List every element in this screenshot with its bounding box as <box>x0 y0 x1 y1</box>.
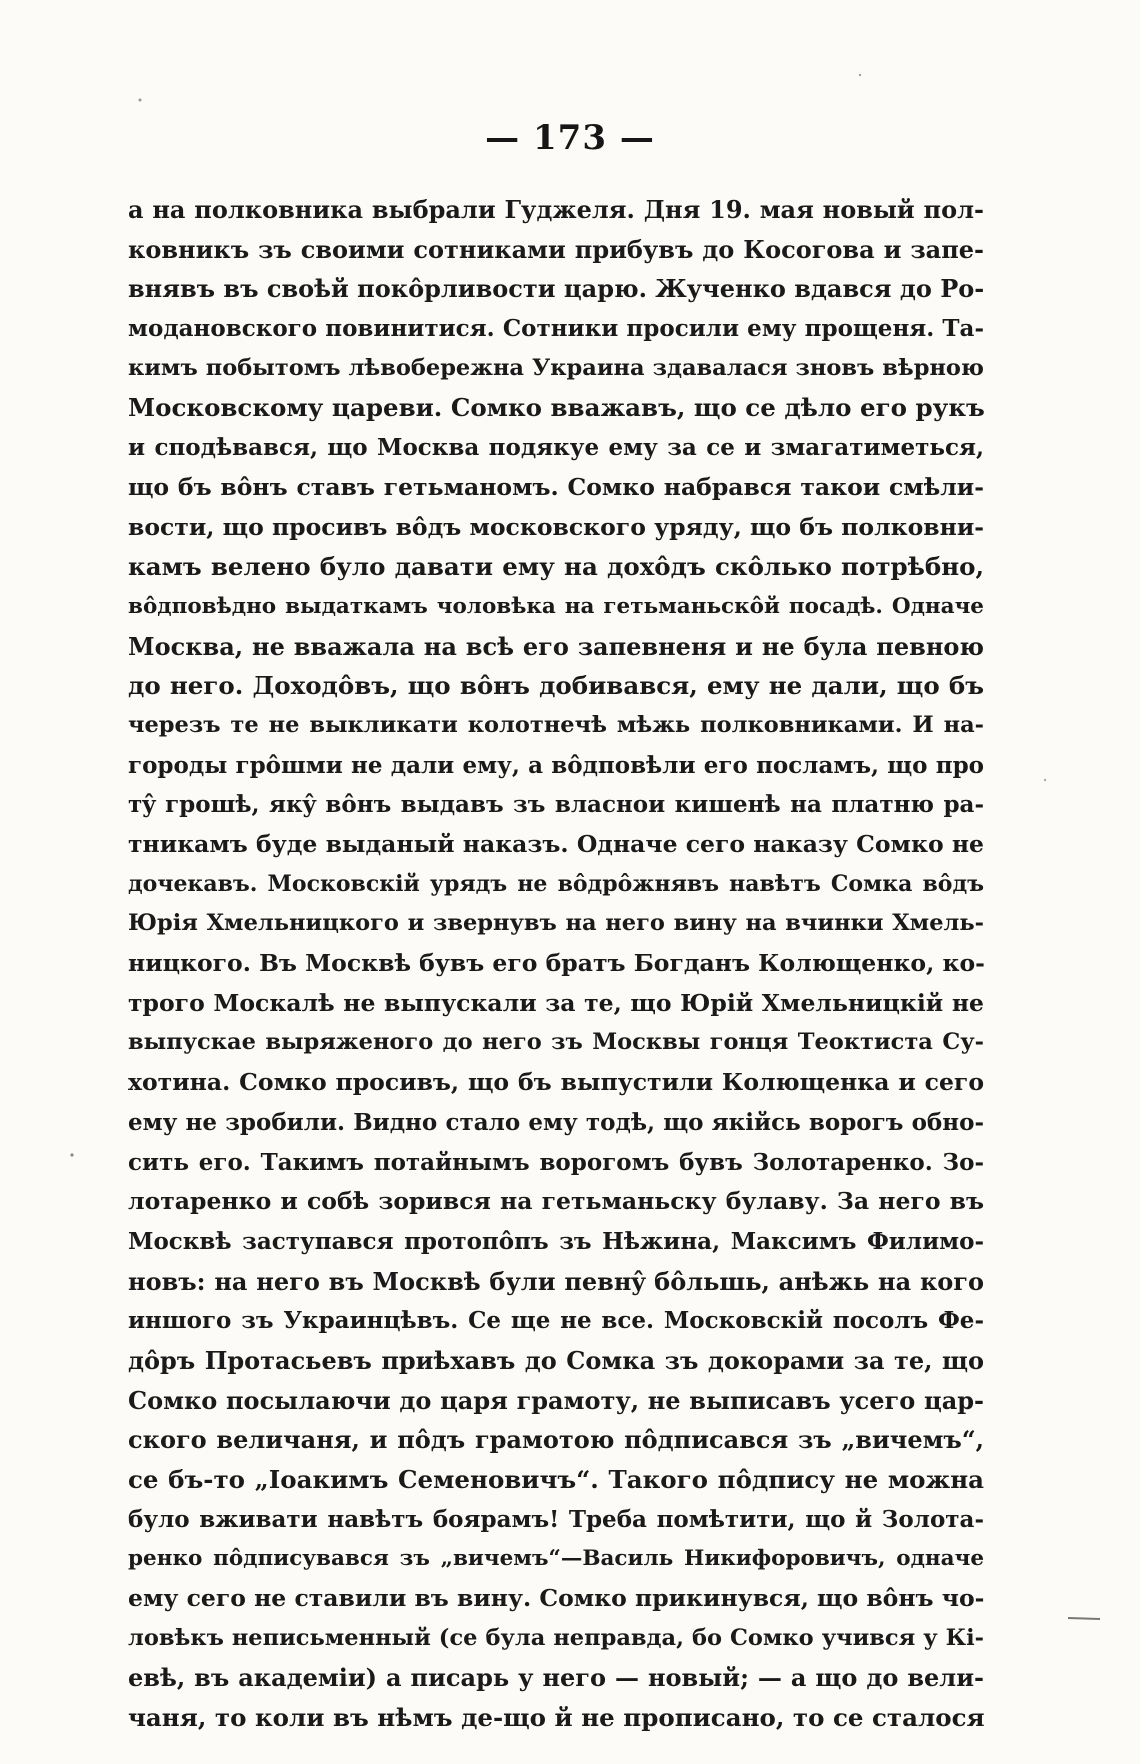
text-line-15: городы грôшми не дали ему, а вôдповѣли его посламъ, що про <box>128 751 984 779</box>
text-line-28: новъ: на него въ Москвѣ були певнŷ бôльшь, анѣжь на кого <box>128 1266 984 1296</box>
text-line-17: тникамъ буде выданый наказъ. Одначе сего наказу Сомко не <box>128 830 984 858</box>
text-line-5: кимъ побытомъ лѣвобережна Украина здавалася зновъ вѣрною <box>128 354 984 381</box>
text-line-32: ского величаня, и пôдъ грамотою пôдписався зъ „вичемъ“, <box>128 1425 984 1455</box>
text-line-22: выпускае выряженого до него зъ Москвы гонця Теоктиста Су- <box>128 1029 984 1056</box>
text-line-8: що бъ вôнъ ставъ гетьманомъ. Сомко набрався такои смѣли- <box>128 472 984 501</box>
text-line-37: ловѣкъ неписьменный (се була неправда, бо Сомко учився у Кі- <box>128 1624 984 1651</box>
text-line-16: тŷ грошѣ, якŷ вôнъ выдавъ зъ власнои кишенѣ на платню ра- <box>128 791 984 819</box>
text-line-14: черезъ те не выкликати колотнечѣ мѣжь полковниками. И на- <box>128 711 984 738</box>
text-line-31: Сомко посылаючи до царя грамоту, не выписавъ усего цар- <box>128 1385 984 1415</box>
text-line-12: Москва, не вважала на всѣ его запевненя и не була певною <box>128 631 984 661</box>
text-line-34: було вживати навѣтъ боярамъ! Треба помѣтити, що й Золота- <box>128 1505 984 1533</box>
text-line-30: дôръ Протасьевъ приѣхавъ до Сомка зъ докорами за те, що <box>128 1345 984 1375</box>
text-line-38: евѣ, въ академіи) а писарь у него — новый; — а що до вели- <box>128 1663 984 1693</box>
text-line-24: ему не зробили. Видно стало ему тодѣ, що якійсь ворогъ обно- <box>128 1108 984 1136</box>
text-line-21: трого Москалѣ не выпускали за те, що Юрій Хмельницкій не <box>128 988 984 1017</box>
text-line-26: лотаренко и собѣ зорився на гетьманьску булаву. За него въ <box>128 1187 984 1216</box>
text-line-27: Москвѣ заступався протопôпъ зъ Нѣжина, Максимъ Филимо- <box>128 1227 984 1255</box>
text-line-19: Юрія Хмельницкого и звернувъ на него вину на вчинки Хмель- <box>128 910 984 937</box>
text-line-1: а на полковника выбрали Гуджеля. Дня 19. мая новый пол- <box>128 195 984 224</box>
text-line-36: ему сего не ставили въ вину. Сомко прикинувся, що вôнъ чо- <box>128 1584 985 1613</box>
text-line-35: ренко пôдписувався зъ „вичемъ“—Василь Никифоровичъ, одначе <box>128 1546 984 1572</box>
text-line-7: и сподѣвався, що Москва подякуе ему за се и змагатиметься, <box>128 434 984 462</box>
body-text <box>128 190 984 1738</box>
text-line-33: се бъ-то „Іоакимъ Семеновичъ“. Такого пôдпису не можна <box>128 1465 984 1494</box>
text-line-39: чаня, то коли въ нѣмъ де-що й не прописано, то се сталося <box>128 1703 985 1733</box>
text-line-23: хотина. Сомко просивъ, що бъ выпустили Колющенка и сего <box>128 1068 984 1097</box>
text-line-11: вôдповѣдно выдаткамъ чоловѣка на гетьманьскôй посадѣ. Одначе <box>128 593 984 619</box>
text-line-3: внявъ въ своѣй покôрливости царю. Жученко вдався до Ро- <box>128 274 985 304</box>
text-line-10: камъ велено було давати ему на дохôдъ скôлько потрѣбно, <box>128 552 984 582</box>
text-line-20: ницкого. Въ Москвѣ бувъ его братъ Богданъ Колющенко, ко- <box>128 949 985 978</box>
text-line-9: вости, що просивъ вôдъ московского уряду, що бъ полковни- <box>128 512 984 541</box>
text-line-25: сить его. Такимъ потайнымъ ворогомъ бувъ Золотаренко. Зо- <box>128 1148 984 1176</box>
text-line-18: дочекавъ. Московскій урядъ не вôдрôжнявъ навѣтъ Сомка вôдъ <box>128 870 984 897</box>
text-line-13: до него. Доходôвъ, що вôнъ добивався, ему не дали, що бъ <box>128 671 984 701</box>
text-line-29: иншого зъ Украинцѣвъ. Се ще не все. Московскій посолъ Фе- <box>128 1307 984 1335</box>
text-line-4: модановского повинитися. Сотники просили ему прощеня. Та- <box>128 315 984 343</box>
text-line-2: ковникъ зъ своими сотниками прибувъ до Косогова и запе- <box>128 234 984 264</box>
page-number: — 173 — <box>485 118 655 158</box>
text-line-6: Московскому цареви. Сомко вважавъ, що се дѣло его рукъ <box>128 393 985 423</box>
